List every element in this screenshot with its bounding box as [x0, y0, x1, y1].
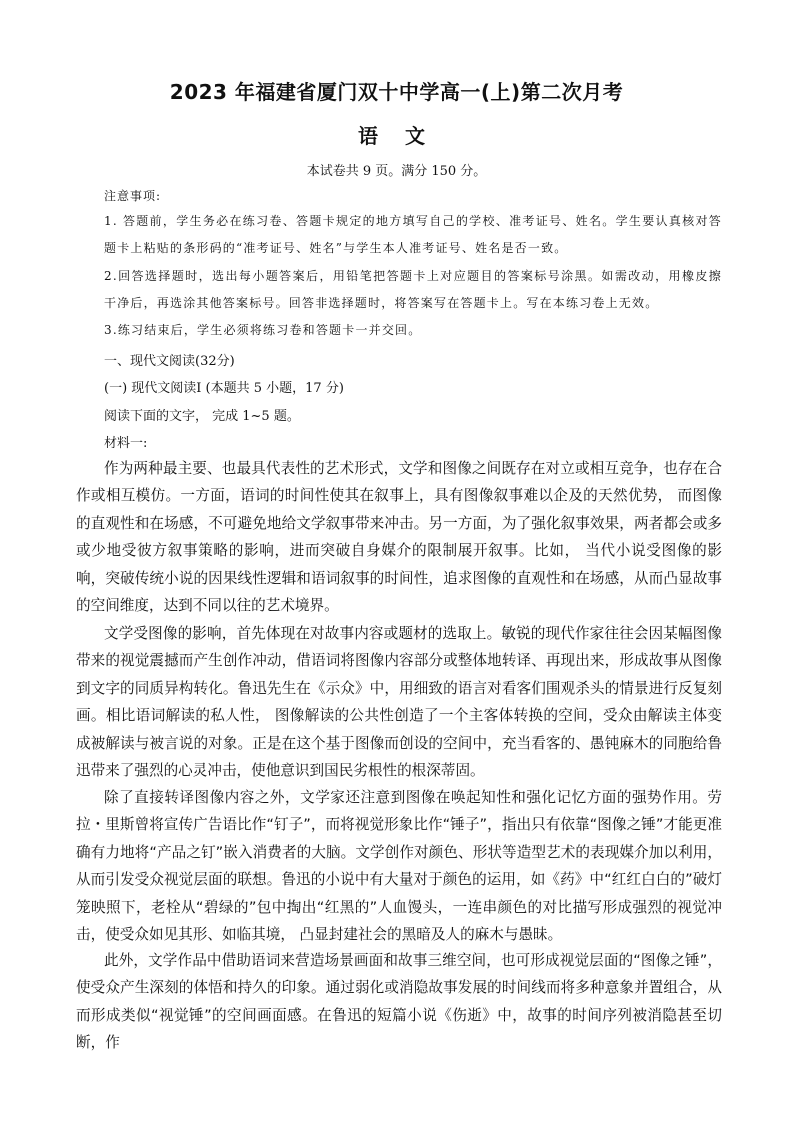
notice-item-2: 2.回答选择题时，选出每小题答案后，用铅笔把答题卡上对应题目的答案标号涂黑。如需改动，用橡皮擦干净后，再选涂其他答案标号。回答非选择题时，将答案写在答题卡上。写在本练习卷上无效。	[104, 269, 722, 310]
notice-item-3: 3.练习结束后，学生必须将练习卷和答题卡一并交回。	[104, 323, 422, 337]
passage-paragraph-1: 作为两种最主要、也最具代表性的艺术形式，文学和图像之间既存在对立或相互竞争，也存在合作或相互模仿。一方面，语词的时间性使其在叙事上，具有图像叙事难以企及的天然优势， 而图像的直观性和在场感，不可避免地给文学叙事带来冲击。另一方面，为了强化叙事效果，两者都会或多或少地受彼方叙事策略的影响，进而突破自身媒介的限制展开叙事。比如， 当代小说受图像的影响，突破传统小说的因果线性逻辑和语词叙事的时间性，追求图像的直观性和在场感，从而凸显故事的空间维度，达到不同以往的艺术境界。	[76, 460, 722, 615]
passage-paragraph-3: 除了直接转译图像内容之外，文学家还注意到图像在唤起知性和强化记忆方面的强势作用。劳拉・里斯曾将宣传广告语比作“钉子”，而将视觉形象比作“锤子”，指出只有依靠“图像之锤”才能更准确有力地将“产品之钉”嵌入消费者的大脑。文学创作对颜色、形状等造型艺术的表现媒介加以利用，从而引发受众视觉层面的联想。鲁迅的小说中有大量对于颜色的运用，如《药》中“红红白白的”破灯笼映照下，老栓从“碧绿的”包中掏出“红黑的”人血馒头，一连串颜色的对比描写形成强烈的视觉冲击，使受众如见其形、如临其境， 凸显封建社会的黑暗及人的麻木与愚昧。	[76, 789, 722, 944]
exam-title: 2023 年福建省厦门双十中学高一(上)第二次月考	[169, 80, 624, 104]
section-heading-reading-1: (一) 现代文阅读Ⅰ (本题共 5 小题，17 分)	[104, 381, 344, 396]
material-label: 材料一:	[104, 436, 148, 451]
section-heading-part1: 一、现代文阅读(32分)	[104, 354, 235, 369]
notice-item-1: 1. 答题前，学生务必在练习卷、答题卡规定的地方填写自己的学校、准考证号、姓名。学生要认真核对答题卡上粘贴的条形码的“准考证号、姓名”与学生本人准考证号、姓名是否一致。	[104, 214, 722, 255]
notice-heading: 注意事项:	[104, 189, 162, 203]
passage-paragraph-4: 此外，文学作品中借助语词来营造场景画面和故事三维空间，也可形成视觉层面的“图像之锤”，使受众产生深刻的体悟和持久的印象。通过弱化或消隐故事发展的时间线而将多种意象并置组合，从而形成类似“视觉锤”的空间画面感。在鲁迅的短篇小说《伤逝》中，故事的时间序列被消隐甚至切断，作	[76, 952, 722, 1052]
paper-info: 本试卷共 9 页。满分 150 分。	[306, 164, 487, 179]
reading-instruction: 阅读下面的文字， 完成 1~5 题。	[104, 409, 300, 424]
subject-title: 语 文	[358, 124, 435, 148]
passage-paragraph-2: 文学受图像的影响，首先体现在对故事内容或题材的选取上。敏锐的现代作家往往会因某幅图像带来的视觉震撼而产生创作冲动，借语词将图像内容部分或整体地转译、再现出来，形成故事从图像到文字的同质异构转化。鲁迅先生在《示众》中，用细致的语言对看客们围观杀头的情景进行反复刻画。相比语词解读的私人性， 图像解读的公共性创造了一个主客体转换的空间，受众由解读主体变成被解读与被言说的对象。正是在这个基于图像而创设的空间中，充当看客的、愚钝麻木的同胞给鲁迅带来了强烈的心灵冲击，使他意识到国民劣根性的根深蒂固。	[76, 625, 722, 780]
